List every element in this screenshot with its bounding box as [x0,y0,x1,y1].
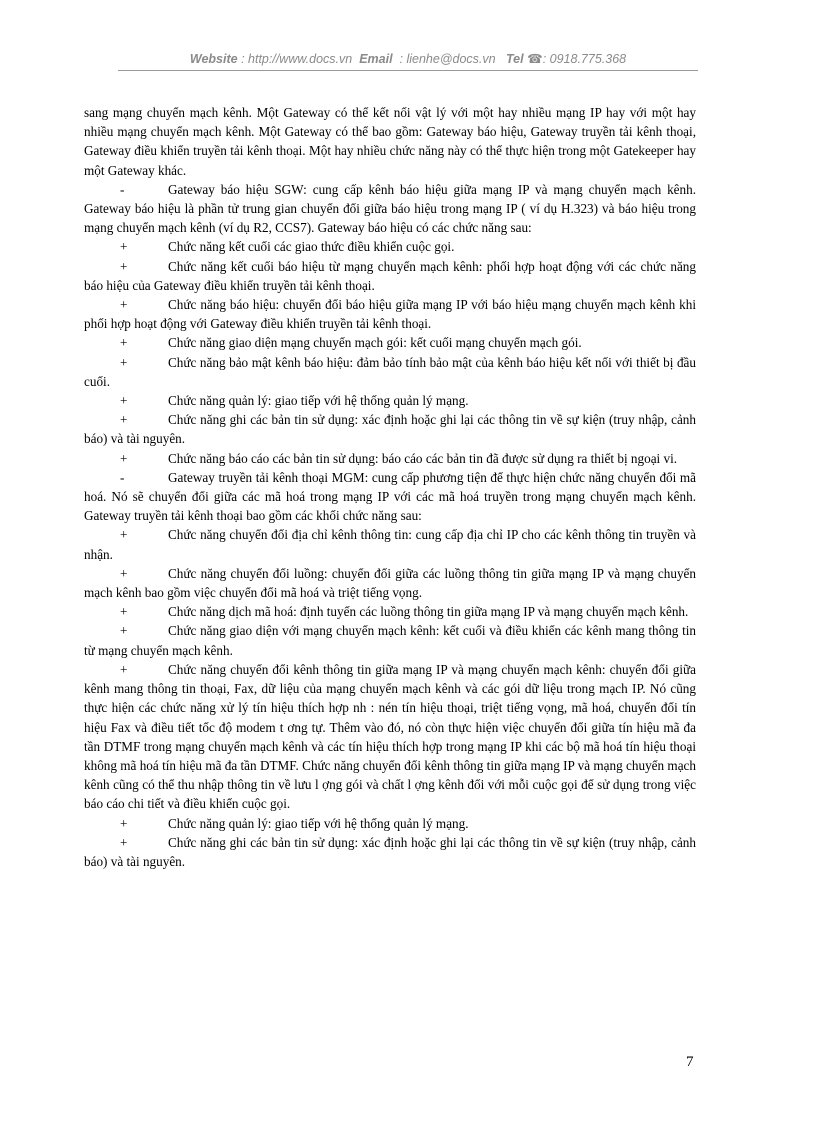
list-marker: - [120,469,125,485]
plus-list-item [84,814,696,833]
paragraph-text: Chức năng bảo mật kênh báo hiệu: đảm bảo tính bảo mật của kênh báo hiệu kết nối với thiết bị đầu cuối. [84,354,696,389]
list-marker: - [120,181,125,197]
tel-value: : 0918.775.368 [542,52,627,66]
plus-list-item [84,833,696,871]
paragraph-text: Chức năng ghi các bản tin sử dụng: xác định hoặc ghi lại các thông tin về sự kiện (truy nhập, cảnh báo) và tài nguyên. [84,834,696,869]
email-value[interactable]: : lienhe@docs.vn [399,52,496,66]
website-value[interactable]: : http://www.docs.vn [241,52,353,66]
list-marker: + [120,335,128,351]
paragraph-text: Chức năng chuyển đổi luồng: chuyển đổi giữa các luồng thông tin giữa mạng IP và mạng chuyển mạch kênh bao gồm việc chuyển đổi mã hoá và triệt tiếng vọng. [84,565,696,601]
list-marker: + [120,239,128,255]
list-marker: + [120,412,128,428]
paragraph-text: Gateway truyền tải kênh thoại MGM: cung cấp phương tiện để thực hiện chức năng chuyển đổi mã hoá. Nó sẽ chuyển đổi giữa các mã hoá trong mạng IP với các mã hoá truyền trong mạng chuyển mạch kênh. Gateway truyền tải kênh thoại bao gồm các khối chức năng sau: [84,469,696,524]
plus-list-item [84,391,696,410]
paragraph-text: sang mạng chuyển mạch kênh. Một Gateway có thể kết nối vật lý với một hay nhiều mạng IP hay với một hay nhiều mạng chuyển mạch kênh. Một Gateway có thể bao gồm: Gateway báo hiệu, Gateway truyền tải kênh thoại, Gateway điều khiển truyền tải kênh thoại. Một hay nhiều chức năng này có thể thực hiện trong một Gatekeeper hay một Gateway khác. [84,105,696,178]
list-marker: + [120,834,128,850]
tel-label: Tel [506,52,524,66]
list-marker: + [120,450,128,466]
plus-list-item [84,353,696,391]
list-marker: + [120,815,128,831]
plus-list-item [84,295,696,333]
plus-list-item [84,257,696,295]
plus-list-item [84,602,696,621]
page-number: 7 [686,1054,694,1070]
dash-list-item [84,468,696,526]
body-paragraph [84,103,696,180]
list-marker: + [120,297,128,313]
list-marker: + [120,354,128,370]
plus-list-item [84,333,696,352]
list-marker: + [120,258,128,274]
page-header [118,51,698,66]
plus-list-item [84,621,696,659]
paragraph-text: Chức năng dịch mã hoá: định tuyến các luồng thông tin giữa mạng IP và mạng chuyển mạch kênh. [168,604,689,620]
paragraph-text: Chức năng giao diện với mạng chuyển mạch kênh: kết cuối và điều khiển các kênh mang thông tin từ mạng chuyển mạch kênh. [84,623,696,658]
plus-list-item [84,449,696,468]
paragraph-text: Chức năng báo cáo các bản tin sử dụng: báo cáo các bản tin đã được sử dụng ra thiết bị ngoại vi. [168,450,678,466]
plus-list-item [84,660,696,814]
dash-list-item [84,180,696,238]
paragraph-text: Chức năng chuyển đổi địa chỉ kênh thông tin: cung cấp địa chỉ IP cho các kênh thông tin truyền và nhận. [84,527,696,562]
paragraph-text: Chức năng báo hiệu: chuyển đổi báo hiệu giữa mạng IP với báo hiệu mạng chuyển mạch kênh khi phối hợp hoạt động với Gateway điều khiển truyền tải kênh thoại. [84,297,696,332]
phone-icon: ☎ [527,52,543,66]
paragraph-text: Chức năng kết cuối các giao thức điều khiển cuộc gọi. [168,239,455,255]
paragraph-text: Chức năng quản lý: giao tiếp với hệ thống quản lý mạng. [168,393,469,409]
paragraph-text: Chức năng giao diện mạng chuyển mạch gói: kết cuối mạng chuyển mạch gói. [168,335,582,351]
list-marker: + [120,604,128,620]
list-marker: + [120,527,128,543]
paragraph-text: Gateway báo hiệu SGW: cung cấp kênh báo hiệu giữa mạng IP và mạng chuyển mạch kênh. Gateway báo hiệu là phần tử trung gian chuyển đổi giữa báo hiệu trong mạng IP ( ví dụ H.323) và báo hiệu trong mạng chuyển mạch kênh (ví dụ R2, CCS7). Gateway báo hiệu có các chức năng sau: [84,181,696,236]
website-label: Website [189,52,238,66]
paragraph-text: Chức năng chuyển đổi kênh thông tin giữa mạng IP và mạng chuyển mạch kênh: chuyển đổi giữa kênh mang thông tin thoại, Fax, dữ liệu của mạng chuyển mạch kênh và các gói dữ liệu trong mạch IP. Nó cũng thực hiện các chức năng xử lý tín hiệu thích hợp nh : nén tín hiệu thoại, triệt tiếng vọng, mã hoá, chuyển đổi tín hiệu Fax và điều tiết tốc độ modem t ơng tự. Thêm vào đó, nó còn thực hiện việc chuyển đổi giữa tín hiệu mã đa tần DTMF trong mạng chuyển mạch kênh và các tín hiệu thích hợp trong mạng IP khi các bộ mã hoá tín hiệu thoại không mã hoá tín hiệu mã đa tần DTMF. Chức năng chuyển đổi kênh thông tin giữa mạng IP và mạng chuyển mạch kênh cũng có thể thu nhập thông tin về lưu l ợng gói và chất l ợng kênh đối với mỗi cuộc gọi để sử dụng trong việc báo cáo chi tiết và điều khiển cuộc gọi. [84,661,696,812]
list-marker: + [120,623,128,639]
plus-list-item [84,237,696,256]
plus-list-item [84,410,696,448]
document-body [84,103,696,871]
paragraph-text: Chức năng kết cuối báo hiệu từ mạng chuyển mạch kênh: phối hợp hoạt động với các chức năng báo hiệu của Gateway điều khiển truyền tải kênh thoại. [84,258,696,293]
paragraph-text: Chức năng quản lý: giao tiếp với hệ thống quản lý mạng. [168,815,469,831]
email-label: Email [359,52,393,66]
plus-list-item [84,564,696,602]
list-marker: + [120,393,128,409]
paragraph-text: Chức năng ghi các bản tin sử dụng: xác định hoặc ghi lại các thông tin về sự kiện (truy nhập, cảnh báo) và tài nguyên. [84,412,696,447]
list-marker: + [120,661,128,677]
header-divider [118,70,698,71]
list-marker: + [120,565,128,581]
plus-list-item [84,525,696,563]
